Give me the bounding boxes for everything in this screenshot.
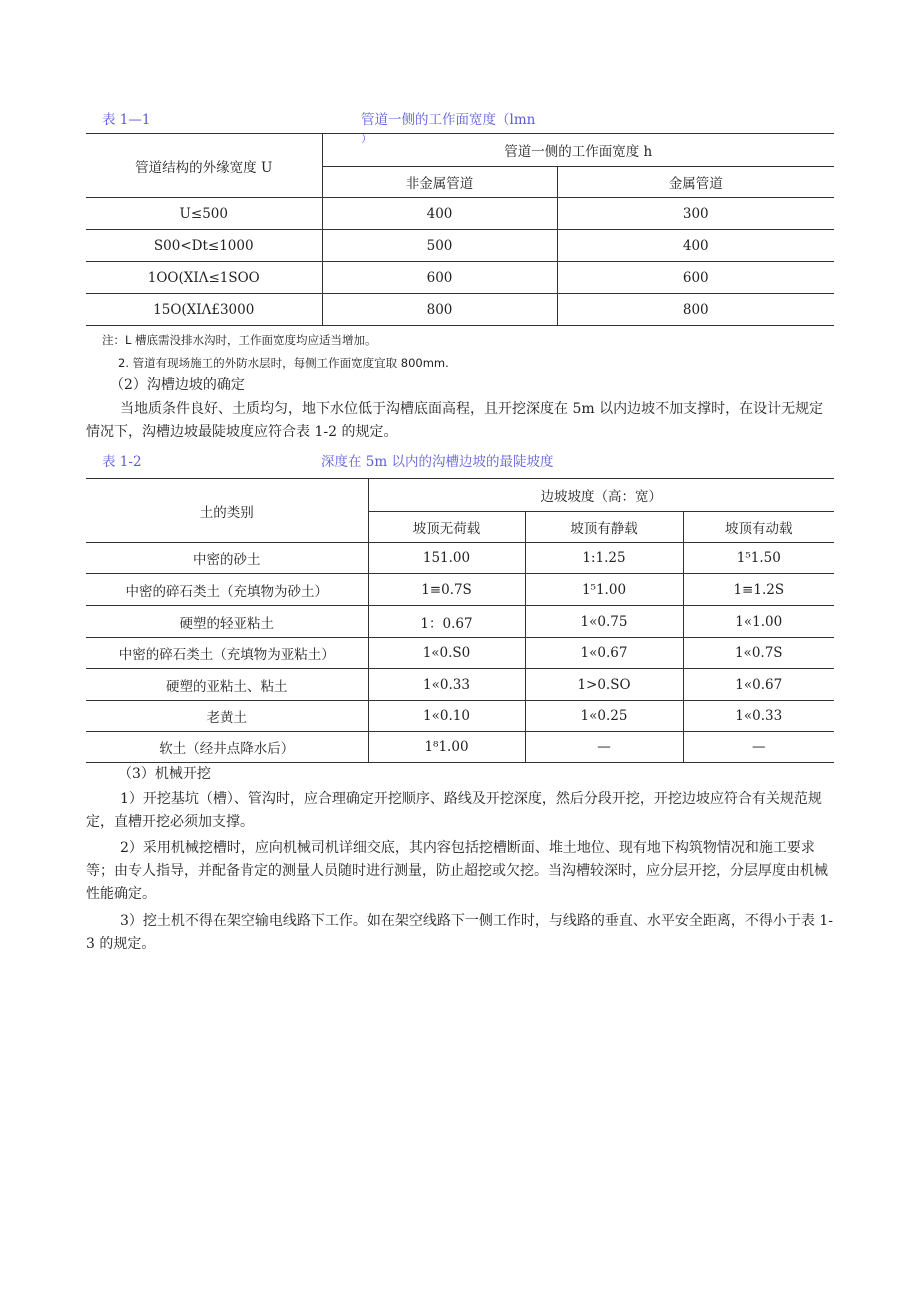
table2-cell: 1：0.67 [368, 606, 525, 638]
paragraph-3: 3）挖土机不得在架空输电线路下工作。如在架空线路下一侧工作时，与线路的垂直、水平安全距离，不得小于表 1-3 的规定。 [86, 913, 833, 952]
table1-cell: 400 [557, 230, 834, 262]
table2-cell: 1«0.10 [368, 701, 525, 732]
table2-cell: 1«0.75 [525, 606, 683, 638]
table2-cell: 1>0.SO [525, 669, 683, 701]
table-row [86, 606, 834, 638]
table2-header-group: 边坡坡度（高：宽） [368, 479, 834, 512]
table1-caption-title: 管道一侧的工作面宽度（lmn [361, 112, 536, 128]
table2-header-sub2: 坡顶有静载 [525, 512, 683, 543]
table2-cell: 1≡0.7S [368, 574, 525, 606]
section-3-heading: （3）机械开挖 [118, 766, 211, 782]
table-row [86, 543, 834, 574]
table2-cell: 151.00 [368, 543, 525, 574]
table2-cell: 1«1.00 [683, 606, 834, 638]
table2-cell: — [525, 732, 683, 763]
table-row [86, 638, 834, 669]
table-1-1 [86, 133, 834, 326]
table-row [86, 732, 834, 763]
table-row [86, 262, 834, 294]
table2-cell: 中密的碎石类土（充填物为砂土） [86, 574, 368, 606]
section-2-paragraph: 当地质条件良好、土质均匀，地下水位低于沟槽底面高程，且开挖深度在 5m 以内边坡不加支撑时，在设计无规定情况下，沟槽边坡最陡坡度应符合表 1-2 的规定。 [86, 401, 824, 440]
table1-cell: 600 [557, 262, 834, 294]
table1-header-col1: 管道结构的外缘宽度 U [86, 134, 322, 198]
table2-header-col1: 土的类别 [86, 479, 368, 543]
table1-cell: 500 [322, 230, 557, 262]
table2-cell: 1«0.33 [368, 669, 525, 701]
table2-header-sub1: 坡顶无荷载 [368, 512, 525, 543]
table-row [86, 198, 834, 230]
table2-header-sub3: 坡顶有动载 [683, 512, 834, 543]
table2-cell: 1:1.25 [525, 543, 683, 574]
paragraph-1: 1）开挖基坑（槽）、管沟时，应合理确定开挖顺序、路线及开挖深度，然后分段开挖，开挖边坡应符合有关规范规定，直槽开挖必须加支撑。 [86, 791, 822, 830]
table-row [86, 574, 834, 606]
table1-note-1: 注：L 槽底需没排水沟时，工作面宽度均应适当增加。 [102, 333, 377, 347]
table1-cell: U≤500 [86, 198, 322, 230]
table2-cell: 老黄土 [86, 701, 368, 732]
table2-cell: 软土（经井点降水后） [86, 732, 368, 763]
table1-caption-label: 表 1—1 [102, 112, 151, 128]
table2-cell: 1«0.S0 [368, 638, 525, 669]
table1-cell: 800 [557, 294, 834, 326]
table2-cell: 1«0.25 [525, 701, 683, 732]
table2-cell: 1«0.7S [683, 638, 834, 669]
table2-cell: 1⁵1.50 [683, 543, 834, 574]
table2-caption-label: 表 1-2 [102, 454, 142, 470]
table2-cell: 1≡1.2S [683, 574, 834, 606]
table1-cell: S00<Dt≤1000 [86, 230, 322, 262]
table2-cell: 中密的砂土 [86, 543, 368, 574]
table2-cell: 1«0.67 [683, 669, 834, 701]
table1-cell: 800 [322, 294, 557, 326]
table1-cell: 400 [322, 198, 557, 230]
table1-caption-tail: ） [361, 132, 372, 145]
table1-header-group: 管道一侧的工作面宽度 h [322, 134, 834, 167]
table-row [86, 294, 834, 326]
table-row [86, 701, 834, 732]
table2-cell: 中密的碎石类土（充填物为亚粘土） [86, 638, 368, 669]
table1-cell: 15O(XIΛ£3000 [86, 294, 322, 326]
table2-caption-title: 深度在 5m 以内的沟槽边坡的最陡坡度 [321, 454, 554, 470]
table1-header-sub2: 金属管道 [557, 167, 834, 198]
table2-cell: 硬塑的轻亚粘土 [86, 606, 368, 638]
table1-header-sub1: 非金属管道 [322, 167, 557, 198]
paragraph-2: 2）采用机械挖槽时，应向机械司机详细交底，其内容包括挖槽断面、堆土地位、现有地下构筑物情况和施工要求等；由专人指导，并配备肯定的测量人员随时进行测量，防止超挖或欠挖。当沟槽较深时，应分层开挖，分层厚度由机械性能确定。 [86, 840, 828, 902]
table2-cell: — [683, 732, 834, 763]
table-row [86, 669, 834, 701]
table2-cell: 1«0.33 [683, 701, 834, 732]
section-2-heading: （2）沟槽边坡的确定 [110, 377, 245, 393]
table-row [86, 230, 834, 262]
table2-cell: 1«0.67 [525, 638, 683, 669]
table2-cell: 1⁸1.00 [368, 732, 525, 763]
table1-cell: 300 [557, 198, 834, 230]
table1-note-2: 2. 管道有现场施工的外防水层时，每侧工作面宽度宜取 800mm. [118, 356, 449, 370]
table2-cell: 硬塑的亚粘土、粘土 [86, 669, 368, 701]
table1-cell: 1OO(XIΛ≤1SOO [86, 262, 322, 294]
table-1-2 [86, 478, 834, 763]
table1-cell: 600 [322, 262, 557, 294]
table2-cell: 1⁵1.00 [525, 574, 683, 606]
